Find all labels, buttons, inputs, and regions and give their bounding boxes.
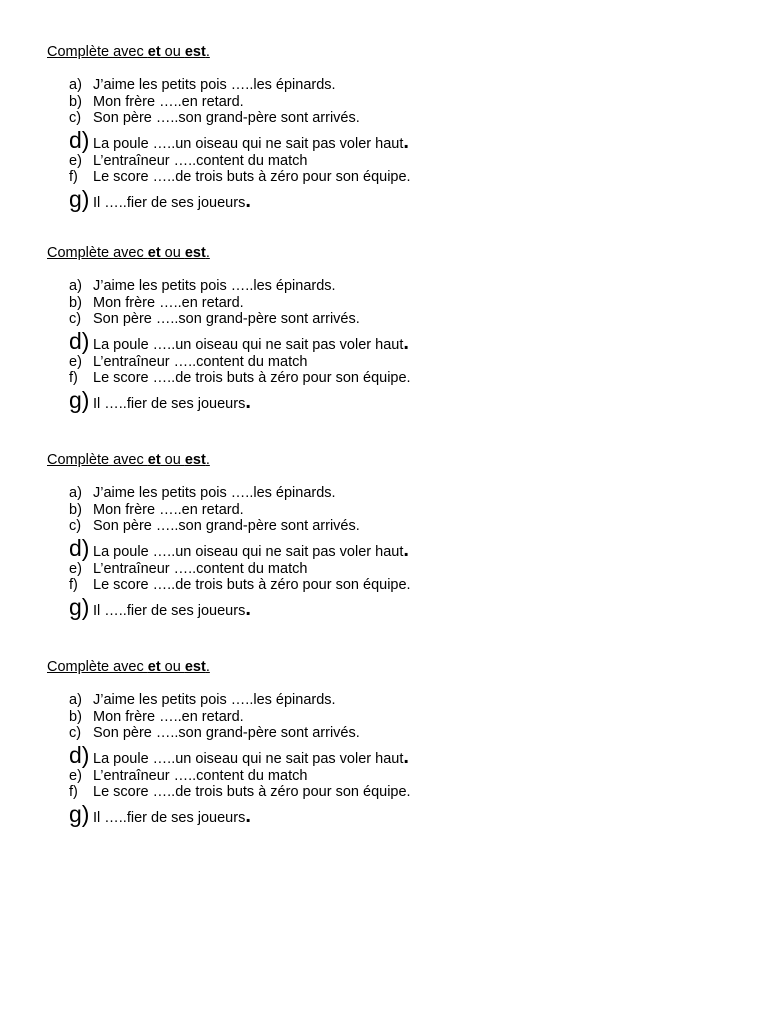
- item-end: .: [245, 597, 251, 620]
- item-text: Mon frère …..en retard.: [93, 708, 244, 725]
- exercise-item: [69, 169, 411, 186]
- item-marker: c): [69, 725, 82, 742]
- item-text: L’entraîneur …..content du match: [93, 767, 308, 784]
- item-text: Mon frère …..en retard.: [93, 501, 244, 518]
- item-text: Le score …..de trois buts à zéro pour son équipe.: [93, 370, 411, 387]
- item-marker: c): [69, 518, 82, 535]
- exercise-item: [69, 692, 411, 709]
- exercise-item: [69, 354, 411, 371]
- item-text: Son père …..son grand-père sont arrivés.: [93, 518, 360, 535]
- item-end: .: [245, 390, 251, 413]
- item-text: Le score …..de trois buts à zéro pour son équipe.: [93, 577, 411, 594]
- item-end: .: [245, 189, 251, 212]
- item-end: .: [403, 745, 409, 768]
- item-marker: a): [69, 692, 82, 708]
- item-marker: e): [69, 560, 82, 577]
- item-text: Mon frère …..en retard.: [93, 93, 244, 110]
- exercise-item: [69, 485, 411, 502]
- item-text: J’aime les petits pois …..les épinards.: [93, 278, 336, 294]
- exercise-title: Complète avec et ou est.: [47, 245, 210, 261]
- item-text: L’entraîneur …..content du match: [93, 560, 308, 577]
- item-text: La poule …..un oiseau qui ne sait pas voler haut: [93, 135, 404, 152]
- item-marker: f): [69, 784, 78, 801]
- exercise-item: [69, 370, 411, 387]
- item-text: Il …..fier de ses joueurs: [93, 395, 246, 412]
- exercise-item: [69, 801, 411, 827]
- exercise-item: [69, 784, 411, 801]
- exercise-item: [69, 153, 411, 170]
- item-marker: g): [69, 800, 90, 827]
- exercise-block-1: [47, 43, 727, 212]
- exercise-item: [69, 725, 411, 742]
- item-marker: e): [69, 152, 82, 169]
- exercise-item: [69, 278, 411, 295]
- exercise-item: [69, 186, 411, 212]
- item-text: Il …..fier de ses joueurs: [93, 194, 246, 211]
- item-marker: c): [69, 311, 82, 328]
- item-marker: d): [69, 126, 90, 153]
- item-text: Mon frère …..en retard.: [93, 294, 244, 311]
- item-marker: d): [69, 327, 90, 354]
- item-marker: g): [69, 386, 90, 413]
- exercise-block-3: [47, 451, 727, 620]
- exercise-item: [69, 742, 411, 768]
- exercise-item: [69, 709, 411, 726]
- exercise-item: [69, 768, 411, 785]
- item-text: J’aime les petits pois …..les épinards.: [93, 77, 336, 93]
- item-text: L’entraîneur …..content du match: [93, 353, 308, 370]
- item-text: Il …..fier de ses joueurs: [93, 602, 246, 619]
- item-marker: g): [69, 185, 90, 212]
- exercise-list: [69, 692, 411, 827]
- exercise-item: [69, 311, 411, 328]
- item-text: J’aime les petits pois …..les épinards.: [93, 485, 336, 501]
- item-marker: c): [69, 110, 82, 127]
- exercise-item: [69, 387, 411, 413]
- item-end: .: [245, 804, 251, 827]
- exercise-list: [69, 278, 411, 413]
- exercise-item: [69, 94, 411, 111]
- item-marker: e): [69, 767, 82, 784]
- item-marker: a): [69, 485, 82, 501]
- item-text: La poule …..un oiseau qui ne sait pas voler haut: [93, 750, 404, 767]
- item-end: .: [403, 538, 409, 561]
- exercise-block-2: [47, 244, 727, 413]
- item-marker: e): [69, 353, 82, 370]
- item-marker: f): [69, 370, 78, 387]
- item-marker: g): [69, 593, 90, 620]
- item-marker: d): [69, 534, 90, 561]
- exercise-item: [69, 594, 411, 620]
- item-text: Il …..fier de ses joueurs: [93, 809, 246, 826]
- item-text: Son père …..son grand-père sont arrivés.: [93, 311, 360, 328]
- item-marker: d): [69, 741, 90, 768]
- item-marker: b): [69, 93, 82, 110]
- exercise-block-4: [47, 658, 727, 827]
- exercise-list: [69, 485, 411, 620]
- item-text: L’entraîneur …..content du match: [93, 152, 308, 169]
- exercise-item: [69, 577, 411, 594]
- item-marker: b): [69, 708, 82, 725]
- item-text: J’aime les petits pois …..les épinards.: [93, 692, 336, 708]
- item-marker: a): [69, 278, 82, 294]
- item-marker: f): [69, 169, 78, 186]
- item-end: .: [403, 331, 409, 354]
- exercise-list: [69, 77, 411, 212]
- exercise-item: [69, 127, 411, 153]
- item-text: La poule …..un oiseau qui ne sait pas voler haut: [93, 336, 404, 353]
- exercise-title: Complète avec et ou est.: [47, 44, 210, 60]
- exercise-item: [69, 561, 411, 578]
- exercise-item: [69, 328, 411, 354]
- item-text: Le score …..de trois buts à zéro pour son équipe.: [93, 784, 411, 801]
- item-text: Le score …..de trois buts à zéro pour son équipe.: [93, 169, 411, 186]
- exercise-item: [69, 535, 411, 561]
- exercise-title: Complète avec et ou est.: [47, 452, 210, 468]
- exercise-item: [69, 518, 411, 535]
- exercise-title: Complète avec et ou est.: [47, 659, 210, 675]
- item-marker: b): [69, 294, 82, 311]
- item-marker: a): [69, 77, 82, 93]
- exercise-item: [69, 502, 411, 519]
- item-text: Son père …..son grand-père sont arrivés.: [93, 110, 360, 127]
- item-marker: f): [69, 577, 78, 594]
- exercise-item: [69, 295, 411, 312]
- item-marker: b): [69, 501, 82, 518]
- item-text: Son père …..son grand-père sont arrivés.: [93, 725, 360, 742]
- exercise-item: [69, 77, 411, 94]
- item-text: La poule …..un oiseau qui ne sait pas voler haut: [93, 543, 404, 560]
- exercise-item: [69, 110, 411, 127]
- item-end: .: [403, 130, 409, 153]
